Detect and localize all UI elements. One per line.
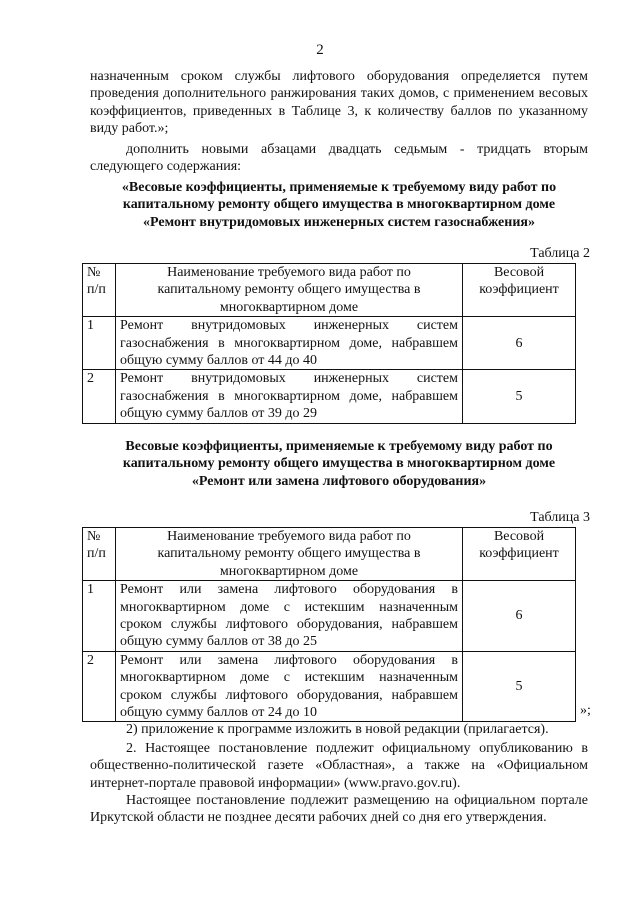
header-num-line: п/п xyxy=(87,282,106,298)
table3-heading xyxy=(90,438,588,490)
table-header-row xyxy=(83,528,576,581)
table2-caption: Таблица 2 xyxy=(530,246,590,261)
intro-paragraph-1: назначенным сроком службы лифтового оборудования определяется путем проведения дополнительного ранжирования таких домов, с применением весовых коэффициентов, приведенных в Таблице 3, к количеству баллов по указанному виду работ.»; xyxy=(90,69,588,137)
table2-heading-line-3: «Ремонт внутридомовых инженерных систем газоснабжения» xyxy=(143,214,535,230)
table2-heading-line-1: «Весовые коэффициенты, применяемые к требуемому виду работ по xyxy=(121,180,557,195)
header-coef-cell xyxy=(463,264,576,317)
row-text-cell: Ремонт внутридомовых инженерных систем газоснабжения в многоквартирном доме, набравшем общую сумму баллов от 39 до 29 xyxy=(116,370,463,423)
row-text-cell: Ремонт или замена лифтового оборудования в многоквартирном доме с истекшим назначенным сроком службы лифтового оборудования, набравшем общую сумму баллов от 24 до 10 xyxy=(116,651,463,722)
header-num-cell xyxy=(83,264,116,317)
header-name-line: Наименование требуемого вида работ по xyxy=(167,265,411,280)
row-coef-cell: 6 xyxy=(463,317,576,370)
header-name-line: капитальному ремонту общего имущества в xyxy=(157,546,421,562)
header-num-cell xyxy=(83,528,116,581)
header-name-cell xyxy=(116,528,463,581)
table-row xyxy=(83,581,576,652)
table3-heading-line-2: капитальному ремонту общего имущества в многоквартирном доме xyxy=(122,456,556,472)
row-text-cell: Ремонт внутридомовых инженерных систем газоснабжения в многоквартирном доме, набравшем общую сумму баллов от 44 до 40 xyxy=(116,317,463,370)
page-number: 2 xyxy=(316,42,324,58)
header-num-line: № xyxy=(87,529,101,544)
table-row xyxy=(83,317,576,370)
table-row xyxy=(83,370,576,423)
header-coef-line: Весовой xyxy=(493,265,545,280)
table-2 xyxy=(82,263,576,424)
table-row xyxy=(83,651,576,722)
table2-heading xyxy=(90,179,588,231)
table2-heading-line-2: капитальному ремонту общего имущества в многоквартирном доме xyxy=(122,197,556,213)
header-num-line: п/п xyxy=(87,546,106,562)
outro-paragraph-2: 2. Настоящее постановление подлежит официальному опубликованию в общественно-политической газете «Областная», а также на «Официальном интернет-портале правовой информации» (www.pravo.gov.ru). xyxy=(90,741,588,791)
header-coef-line: Весовой xyxy=(493,529,545,544)
outro-paragraph-1: 2) приложение к программе изложить в новой редакции (прилагается). xyxy=(126,722,549,737)
header-name-cell xyxy=(116,264,463,317)
header-name-line: капитальному ремонту общего имущества в xyxy=(157,282,421,298)
row-text-cell: Ремонт или замена лифтового оборудования в многоквартирном доме с истекшим назначенным сроком службы лифтового оборудования, набравшем общую сумму баллов от 38 до 25 xyxy=(116,581,463,652)
row-coef-cell: 5 xyxy=(463,370,576,423)
table3-heading-line-3: «Ремонт или замена лифтового оборудования» xyxy=(191,473,487,489)
header-name-line: многоквартирном доме xyxy=(219,563,359,579)
header-coef-line: коэффициент xyxy=(479,546,559,562)
table-3 xyxy=(82,527,576,722)
header-name-line: Наименование требуемого вида работ по xyxy=(167,529,411,544)
row-coef-cell: 6 xyxy=(463,581,576,652)
table3-caption: Таблица 3 xyxy=(530,510,590,525)
header-name-line: многоквартирном доме xyxy=(219,299,359,315)
row-num-cell: 1 xyxy=(83,317,116,370)
header-coef-line: коэффициент xyxy=(479,282,559,298)
table3-heading-line-1: Весовые коэффициенты, применяемые к требуемому виду работ по xyxy=(125,439,553,454)
closing-quote: »; xyxy=(580,703,591,718)
table-header-row xyxy=(83,264,576,317)
row-num-cell: 1 xyxy=(83,581,116,652)
row-coef-cell: 5 xyxy=(463,651,576,722)
header-coef-cell xyxy=(463,528,576,581)
row-num-cell: 2 xyxy=(83,651,116,722)
outro-paragraph-3: Настоящее постановление подлежит размещению на официальном портале Иркутской области не позднее десяти рабочих дней со дня его утверждения. xyxy=(90,793,588,826)
row-num-cell: 2 xyxy=(83,370,116,423)
intro-paragraph-2: дополнить новыми абзацами двадцать седьмым - тридцать вторым следующего содержания: xyxy=(90,142,588,175)
header-num-line: № xyxy=(87,265,101,280)
